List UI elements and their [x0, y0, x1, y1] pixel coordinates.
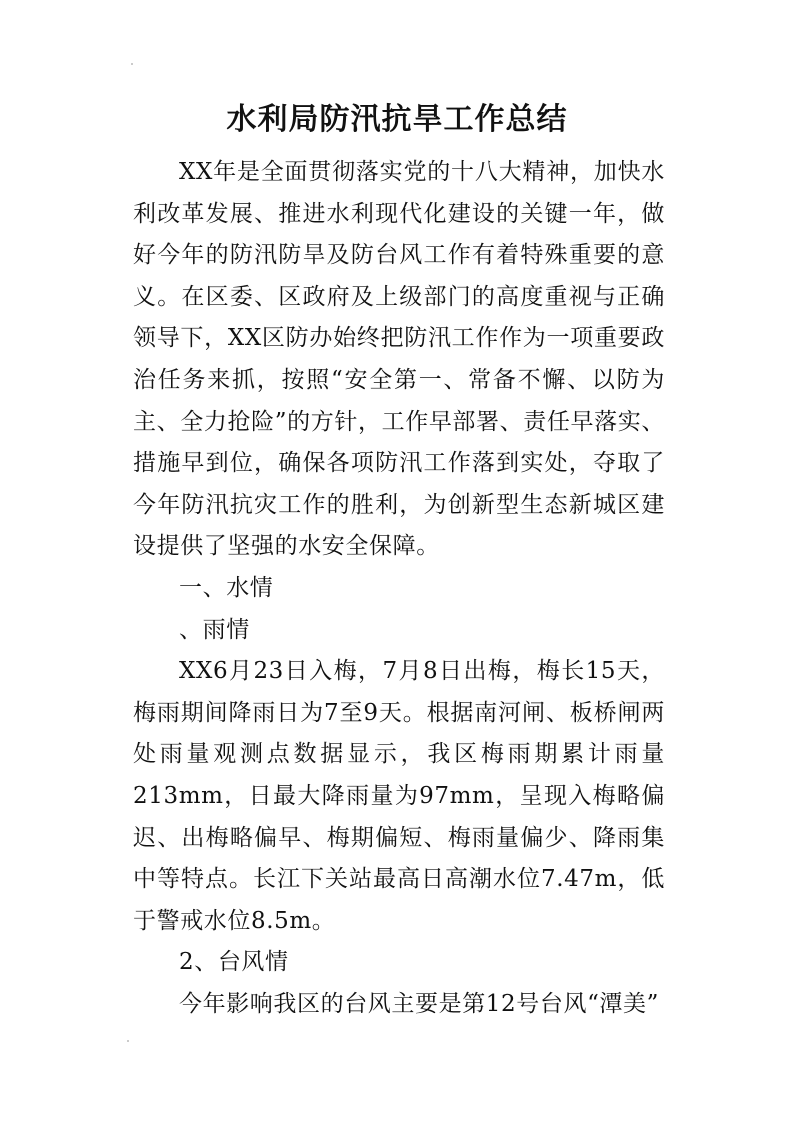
scan-speck — [127, 1040, 129, 1042]
scan-speck — [131, 63, 133, 65]
paragraph-intro: XX年是全面贯彻落实党的十八大精神，加快水利改革发展、推进水利现代化建设的关键一年，做好今年的防汛防旱及防台风工作有着特殊重要的意义。在区委、区政府及上级部门的高度重视与正确领导下，XX区防办始终把防汛工作作为一项重要政治任务来抓，按照“安全第一、常备不懈、以防为主、全力抢险”的方针，工作早部署、责任早落实、措施早到位，确保各项防汛工作落到实处，夺取了今年防汛抗灾工作的胜利，为创新型生态新城区建设提供了坚强的水安全保障。 — [133, 159, 665, 560]
paragraph-rain: XX6月23日入梅，7月8日出梅，梅长15天，梅雨期间降雨日为7至9天。根据南河闸、板桥闸两处雨量观测点数据显示，我区梅雨期累计雨量213mm，日最大降雨量为97mm，呈现入梅略偏迟、出梅略偏早、梅期偏短、梅雨量偏少、降雨集中等特点。长江下关站最高日高潮水位7.47m，低于警戒水位8.5m。 — [133, 658, 665, 934]
document-title: 水利局防汛抗旱工作总结 — [226, 102, 568, 137]
document-body — [133, 152, 665, 1025]
subsection-heading-typhoon: 2、台风情 — [179, 949, 289, 976]
section-heading-water: 一、水情 — [179, 574, 274, 601]
subsection-heading-rain: 、雨情 — [179, 616, 250, 643]
paragraph-typhoon: 今年影响我区的台风主要是第12号台风“潭美” — [179, 990, 659, 1017]
